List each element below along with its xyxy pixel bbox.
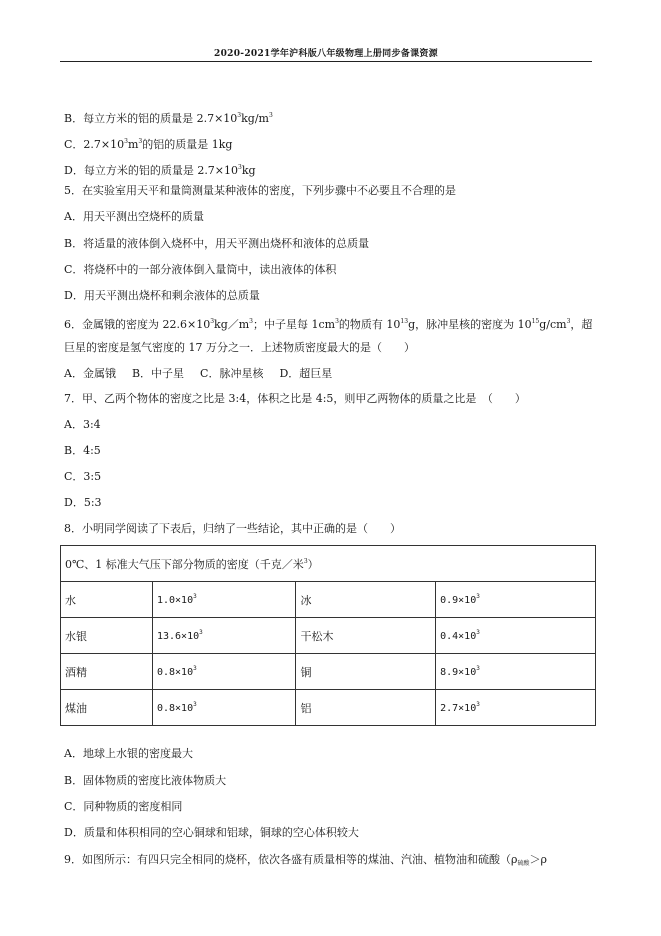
q5-option-b: B．将适量的液体倒入烧杯中，用天平测出烧杯和液体的总质量	[64, 237, 370, 250]
q4-option-d: D．每立方米的铝的质量是 $2.7\times 10^3kg$	[64, 164, 256, 177]
q8-option-a: A．地球上水银的密度最大	[64, 747, 193, 760]
density-value: $8.9\times 10^3$	[436, 654, 596, 690]
q6-stem-line1: 6．金属锇的密度为 $22.6\times 10^3kg/m^3$；中子星每 $1cm^3$的物质有 $10^{13}g$，脉冲星核的密度为 $10^{15}g/cm^3$，超	[64, 318, 593, 331]
q5-option-c: C．将烧杯中的一部分液体倒入量筒中，读出液体的体积	[64, 263, 337, 276]
substance-name: 铜	[296, 654, 436, 690]
page-header: 2020-2021学年沪科版八年级物理上册同步备课资源	[214, 49, 438, 59]
substance-name: 铝	[296, 690, 436, 726]
q5-option-a: A．用天平测出空烧杯的质量	[64, 210, 204, 223]
substance-name: 水	[61, 582, 153, 618]
q6-stem-line2: 巨星的密度是氢气密度的 17 万分之一．上述物质密度最大的是（ ）	[64, 341, 415, 354]
density-value: $0.9\times 10^3$	[436, 582, 596, 618]
density-value: $0.4\times 10^3$	[436, 618, 596, 654]
q8-option-d: D．质量和体积相同的空心铜球和铝球，铜球的空心体积较大	[64, 826, 359, 839]
q7-stem: 7．甲、乙两个物体的密度之比是 3:4，体积之比是 4:5，则甲乙两物体的质量之比是 （ ）	[64, 392, 526, 405]
q7-option-b: B．4:5	[64, 444, 101, 457]
density-value: $13.6\times 10^3$	[152, 618, 296, 654]
substance-name: 干松木	[296, 618, 436, 654]
q5-stem: 5．在实验室用天平和量筒测量某种液体的密度，下列步骤中不必要且不合理的是	[64, 184, 456, 197]
q5-option-d: D．用天平测出烧杯和剩余液体的总质量	[64, 289, 260, 302]
q7-option-d: D．5:3	[64, 496, 102, 509]
table-caption-row	[61, 546, 596, 582]
substance-name: 冰	[296, 582, 436, 618]
table-caption: 0℃、1 标准大气压下部分物质的密度（千克／米$^3$）	[61, 546, 596, 582]
density-value: $2.7\times 10^3$	[436, 690, 596, 726]
q7-option-c: C．3:5	[64, 470, 102, 483]
q4-option-b: B．每立方米的铝的质量是 $2.7\times 10^3kg/m^3$	[64, 112, 273, 125]
q9-stem: 9．如图所示：有四只完全相同的烧杯，依次各盛有质量相等的煤油、汽油、植物油和硫酸（$\rho_{硫酸}>\rho$	[64, 853, 547, 867]
q6-option-c: C．脉冲星核	[200, 367, 264, 380]
q6-options	[64, 367, 348, 381]
q4-option-c: C．$2.7\times 10^3m^3$的铝的质量是 1kg	[64, 138, 233, 151]
q8-stem: 8．小明同学阅读了下表后，归纳了一些结论，其中正确的是（ ）	[64, 522, 401, 535]
substance-name: 煤油	[61, 690, 153, 726]
q8-option-b: B．固体物质的密度比液体物质大	[64, 774, 227, 787]
density-table	[60, 545, 596, 726]
table-row	[61, 618, 596, 654]
q7-option-a: A．3:4	[64, 418, 101, 431]
density-value: $0.8\times 10^3$	[152, 654, 296, 690]
density-value: $0.8\times 10^3$	[152, 690, 296, 726]
substance-name: 水银	[61, 618, 153, 654]
header-rule	[60, 61, 592, 62]
q6-option-a: A．金属锇	[64, 367, 116, 380]
q6-option-b: B．中子星	[131, 367, 185, 380]
table-row	[61, 654, 596, 690]
density-value: $1.0\times 10^3$	[152, 582, 296, 618]
q6-option-d: D．超巨星	[279, 367, 333, 380]
table-row	[61, 582, 596, 618]
q8-option-c: C．同种物质的密度相同	[64, 800, 183, 813]
substance-name: 酒精	[61, 654, 153, 690]
table-row	[61, 690, 596, 726]
